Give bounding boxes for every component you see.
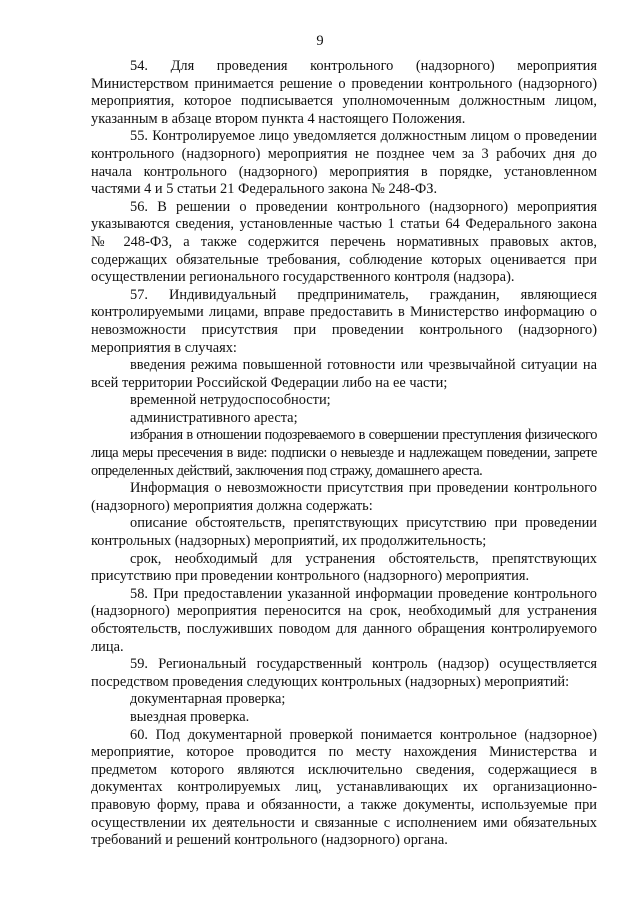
document-body <box>91 58 597 850</box>
measure-field-check: выездная проверка. <box>130 708 250 725</box>
paragraph-59: 59. Региональный государственный контроль (надзор) осуществляется посредством проведения следующих контрольных (надзорных) мероприятий: <box>91 656 597 690</box>
case-arrest: административного ареста; <box>130 409 298 426</box>
paragraph-60: 60. Под документарной проверкой понимается контрольное (надзорное) мероприятие, которое проводится по месту нахождения Министерства и предметом которого являются исключительно сведения, содержащиеся в документах контролируемых лиц, устанавливающих их организационно-правовую форму, права и обязанности, а также документы, используемые при осуществлении их деятельности и связанные с исполнением ими обязательных требований и решений контрольного (надзорного) органа. <box>91 726 597 849</box>
measure-documentary-check: документарная проверка; <box>130 691 286 708</box>
paragraph-58: 58. При предоставлении указанной информации проведение контрольного (надзорного) мероприятия переносится на срок, необходимый для устранения обстоятельств, послуживших поводом для данного обращения контролируемого лица. <box>91 585 597 655</box>
requirement-description: описание обстоятельств, препятствующих присутствию при проведении контрольных (надзорных) мероприятий, их продолжительность; <box>91 515 597 550</box>
paragraph-57: 57. Индивидуальный предприниматель, гражданин, являющиеся контролируемыми лицами, вправе предоставить в Министерство информацию о невозможности присутствия при проведении контрольного (надзорного) мероприятия в случаях: <box>91 286 597 356</box>
paragraph-56: 56. В решении о проведении контрольного (надзорного) мероприятия указываются сведения, установленные частью 1 статьи 64 Федерального закона № 248-ФЗ, а также содержится перечень нормативных правовых актов, содержащих обязательные требования, соблюдение которых оценивается при осуществлении регионального государственного контроля (надзора). <box>91 198 597 286</box>
information-requirements: Информация о невозможности присутствия при проведении контрольного (надзорного) мероприятия должна содержать: <box>91 480 597 514</box>
page-number: 9 <box>316 33 324 49</box>
paragraph-55: 55. Контролируемое лицо уведомляется должностным лицом о проведении контрольного (надзорного) мероприятия не позднее чем за 3 рабочих дня до начала контрольного (надзорного) мероприятия в порядке, установленном частями 4 и 5 статьи 21 Федерального закона № 248-ФЗ. <box>91 128 597 198</box>
paragraph-54: 54. Для проведения контрольного (надзорного) мероприятия Министерством принимается решение о проведении контрольного (надзорного) мероприятия, которое подписывается уполномоченным должностным лицом, указанным в абзаце втором пункта 4 настоящего Положения. <box>91 58 597 127</box>
case-disability: временной нетрудоспособности; <box>130 392 331 409</box>
case-emergency: введения режима повышенной готовности или чрезвычайной ситуации на всей территории Российской Федерации либо на ее части; <box>91 357 597 391</box>
case-preventive-measure: избрания в отношении подозреваемого в совершении преступления физического лица меры пресечения в виде: подписки о невыезде и надлежащем поведении, запрете определенных действий, заключения под стражу, домашнего ареста. <box>91 427 597 479</box>
requirement-term: срок, необходимый для устранения обстоятельств, препятствующих присутствию при проведении контрольного (надзорного) мероприятия. <box>91 550 597 585</box>
